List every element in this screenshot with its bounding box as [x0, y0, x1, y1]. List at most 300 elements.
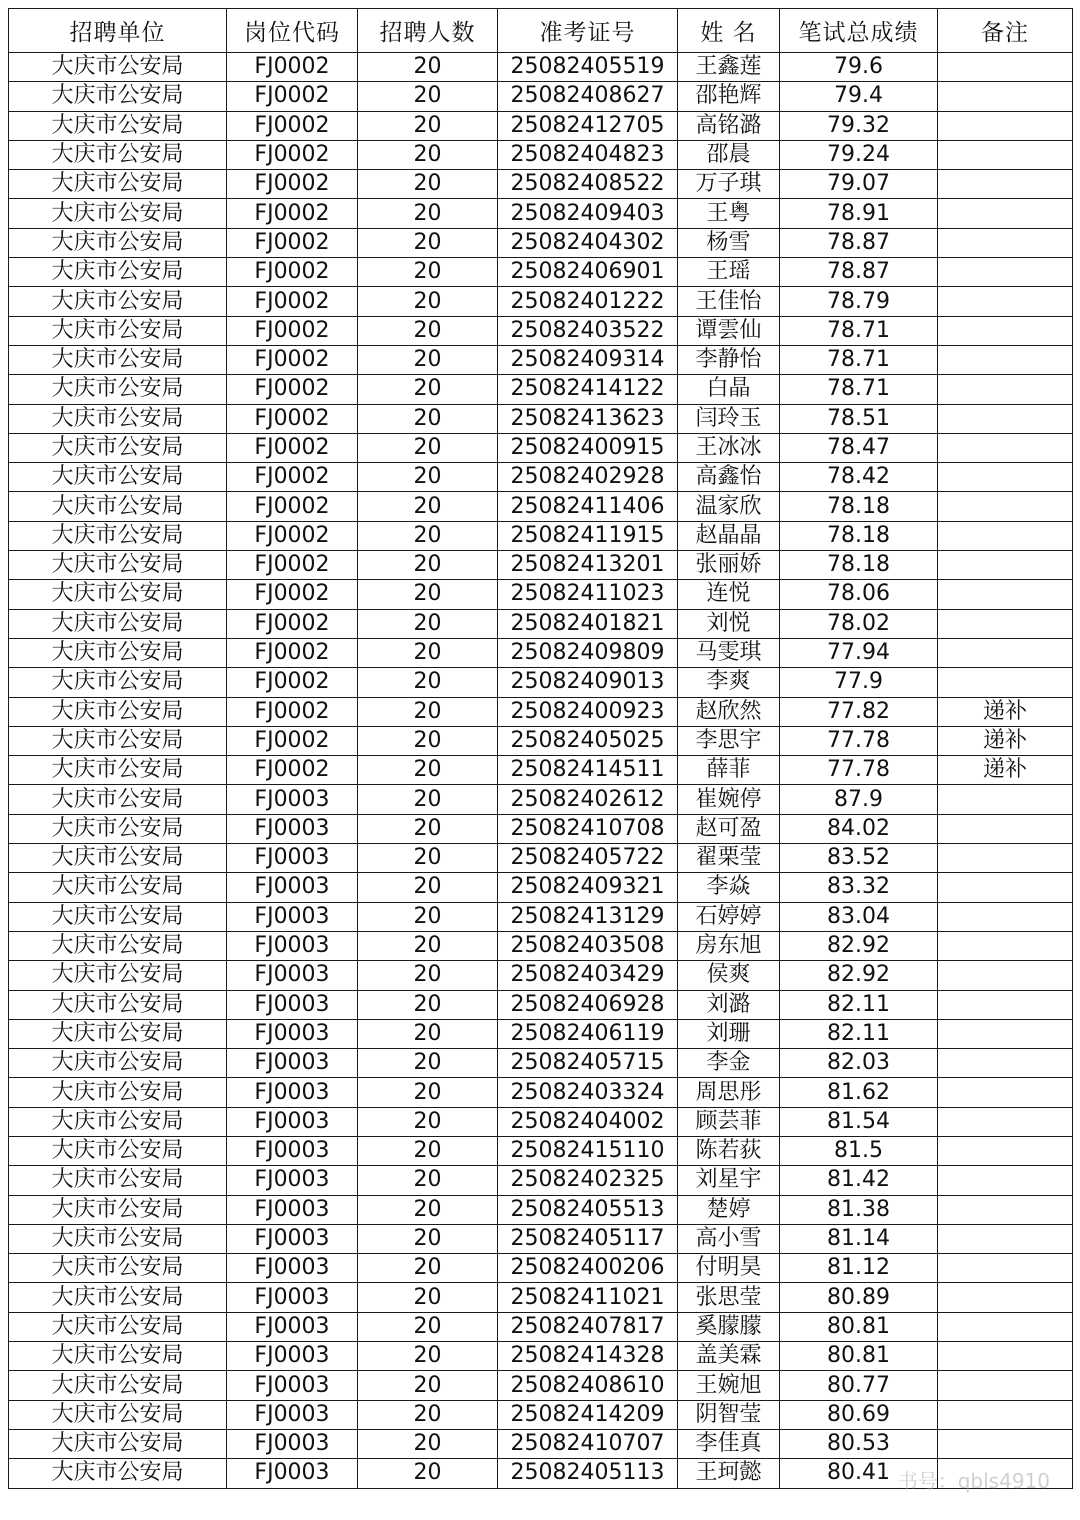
cell-ticket-number: 25082408522: [498, 170, 678, 199]
cell-written-score: 78.87: [780, 258, 938, 287]
cell-unit: 大庆市公安局: [9, 814, 227, 843]
cell-written-score: 80.41: [780, 1459, 938, 1488]
table-row: [9, 463, 1073, 492]
cell-name: 李佳真: [678, 1429, 780, 1458]
cell-position-code: FJ0002: [227, 170, 358, 199]
cell-written-score: 80.89: [780, 1283, 938, 1312]
cell-remarks: [938, 1342, 1073, 1371]
cell-ticket-number: 25082402325: [498, 1166, 678, 1195]
cell-position-code: FJ0002: [227, 404, 358, 433]
cell-name: 王粤: [678, 199, 780, 228]
cell-position-code: FJ0002: [227, 726, 358, 755]
cell-name: 刘珊: [678, 1019, 780, 1048]
table-row: [9, 902, 1073, 931]
cell-ticket-number: 25082403508: [498, 931, 678, 960]
cell-name: 张丽娇: [678, 551, 780, 580]
table-row: [9, 1224, 1073, 1253]
cell-name: 闫玲玉: [678, 404, 780, 433]
cell-remarks: [938, 375, 1073, 404]
table-row: [9, 961, 1073, 990]
cell-written-score: 81.5: [780, 1136, 938, 1165]
table-row: [9, 1107, 1073, 1136]
cell-position-code: FJ0002: [227, 638, 358, 667]
cell-hiring-count: 20: [358, 199, 498, 228]
cell-written-score: 78.91: [780, 199, 938, 228]
cell-hiring-count: 20: [358, 228, 498, 257]
cell-unit: 大庆市公安局: [9, 287, 227, 316]
cell-position-code: FJ0003: [227, 1371, 358, 1400]
cell-name: 楚婷: [678, 1195, 780, 1224]
cell-hiring-count: 20: [358, 1136, 498, 1165]
cell-remarks: [938, 1049, 1073, 1078]
cell-remarks: [938, 814, 1073, 843]
cell-position-code: FJ0002: [227, 609, 358, 638]
cell-written-score: 77.78: [780, 756, 938, 785]
cell-hiring-count: 20: [358, 521, 498, 550]
cell-unit: 大庆市公安局: [9, 580, 227, 609]
cell-remarks: [938, 111, 1073, 140]
cell-position-code: FJ0003: [227, 1429, 358, 1458]
cell-position-code: FJ0002: [227, 53, 358, 82]
cell-position-code: FJ0003: [227, 1459, 358, 1488]
cell-unit: 大庆市公安局: [9, 726, 227, 755]
cell-remarks: [938, 140, 1073, 169]
cell-written-score: 77.78: [780, 726, 938, 755]
cell-unit: 大庆市公安局: [9, 82, 227, 111]
cell-ticket-number: 25082413129: [498, 902, 678, 931]
cell-ticket-number: 25082405715: [498, 1049, 678, 1078]
cell-ticket-number: 25082405519: [498, 53, 678, 82]
cell-ticket-number: 25082409013: [498, 668, 678, 697]
cell-name: 奚朦朦: [678, 1312, 780, 1341]
cell-name: 王婉旭: [678, 1371, 780, 1400]
cell-written-score: 81.42: [780, 1166, 938, 1195]
cell-position-code: FJ0002: [227, 258, 358, 287]
cell-written-score: 81.38: [780, 1195, 938, 1224]
table-row: [9, 1166, 1073, 1195]
cell-position-code: FJ0002: [227, 697, 358, 726]
exam-results-table: [8, 8, 1073, 1489]
cell-hiring-count: 20: [358, 1019, 498, 1048]
cell-name: 万子琪: [678, 170, 780, 199]
cell-unit: 大庆市公安局: [9, 873, 227, 902]
cell-written-score: 83.32: [780, 873, 938, 902]
cell-remarks: [938, 433, 1073, 462]
cell-hiring-count: 20: [358, 1254, 498, 1283]
cell-hiring-count: 20: [358, 111, 498, 140]
header-written-score: 笔试总成绩: [780, 9, 938, 53]
cell-hiring-count: 20: [358, 345, 498, 374]
table-row: [9, 111, 1073, 140]
cell-unit: 大庆市公安局: [9, 170, 227, 199]
cell-ticket-number: 25082405025: [498, 726, 678, 755]
cell-name: 邵艳辉: [678, 82, 780, 111]
cell-written-score: 80.81: [780, 1312, 938, 1341]
cell-name: 高鑫怡: [678, 463, 780, 492]
table-row: [9, 82, 1073, 111]
cell-position-code: FJ0003: [227, 1166, 358, 1195]
cell-unit: 大庆市公安局: [9, 785, 227, 814]
cell-position-code: FJ0002: [227, 463, 358, 492]
cell-written-score: 79.07: [780, 170, 938, 199]
cell-ticket-number: 25082406928: [498, 990, 678, 1019]
cell-name: 李焱: [678, 873, 780, 902]
cell-name: 高小雪: [678, 1224, 780, 1253]
cell-ticket-number: 25082414209: [498, 1400, 678, 1429]
cell-written-score: 80.53: [780, 1429, 938, 1458]
cell-position-code: FJ0002: [227, 756, 358, 785]
cell-position-code: FJ0002: [227, 492, 358, 521]
cell-unit: 大庆市公安局: [9, 1312, 227, 1341]
cell-unit: 大庆市公安局: [9, 1283, 227, 1312]
cell-unit: 大庆市公安局: [9, 638, 227, 667]
table-row: [9, 756, 1073, 785]
cell-ticket-number: 25082411023: [498, 580, 678, 609]
cell-position-code: FJ0003: [227, 814, 358, 843]
cell-name: 马雯琪: [678, 638, 780, 667]
cell-hiring-count: 20: [358, 844, 498, 873]
cell-ticket-number: 25082400206: [498, 1254, 678, 1283]
cell-position-code: FJ0002: [227, 580, 358, 609]
cell-unit: 大庆市公安局: [9, 1429, 227, 1458]
cell-position-code: FJ0002: [227, 111, 358, 140]
cell-position-code: FJ0003: [227, 1342, 358, 1371]
cell-position-code: FJ0002: [227, 287, 358, 316]
cell-written-score: 80.69: [780, 1400, 938, 1429]
cell-unit: 大庆市公安局: [9, 697, 227, 726]
cell-remarks: [938, 668, 1073, 697]
cell-hiring-count: 20: [358, 82, 498, 111]
cell-position-code: FJ0003: [227, 1078, 358, 1107]
table-row: [9, 375, 1073, 404]
table-row: [9, 1429, 1073, 1458]
cell-name: 李爽: [678, 668, 780, 697]
cell-name: 付明昊: [678, 1254, 780, 1283]
table-row: [9, 1312, 1073, 1341]
cell-written-score: 78.18: [780, 492, 938, 521]
cell-name: 石婷婷: [678, 902, 780, 931]
cell-ticket-number: 25082409403: [498, 199, 678, 228]
cell-ticket-number: 25082401222: [498, 287, 678, 316]
cell-written-score: 79.24: [780, 140, 938, 169]
header-hiring-count: 招聘人数: [358, 9, 498, 53]
cell-unit: 大庆市公安局: [9, 990, 227, 1019]
cell-hiring-count: 20: [358, 873, 498, 902]
cell-hiring-count: 20: [358, 931, 498, 960]
cell-position-code: FJ0003: [227, 1019, 358, 1048]
cell-unit: 大庆市公安局: [9, 433, 227, 462]
table-row: [9, 199, 1073, 228]
cell-remarks: [938, 1312, 1073, 1341]
cell-name: 谭雲仙: [678, 316, 780, 345]
cell-name: 王瑶: [678, 258, 780, 287]
table-row: [9, 228, 1073, 257]
cell-unit: 大庆市公安局: [9, 463, 227, 492]
cell-name: 王佳怡: [678, 287, 780, 316]
cell-ticket-number: 25082408610: [498, 1371, 678, 1400]
cell-name: 房东旭: [678, 931, 780, 960]
cell-name: 侯爽: [678, 961, 780, 990]
cell-unit: 大庆市公安局: [9, 53, 227, 82]
cell-position-code: FJ0002: [227, 316, 358, 345]
cell-unit: 大庆市公安局: [9, 931, 227, 960]
table-row: [9, 1136, 1073, 1165]
header-remarks: 备注: [938, 9, 1073, 53]
cell-name: 周思彤: [678, 1078, 780, 1107]
table-row: [9, 345, 1073, 374]
cell-unit: 大庆市公安局: [9, 756, 227, 785]
cell-unit: 大庆市公安局: [9, 404, 227, 433]
cell-hiring-count: 20: [358, 1166, 498, 1195]
cell-hiring-count: 20: [358, 404, 498, 433]
cell-hiring-count: 20: [358, 726, 498, 755]
cell-hiring-count: 20: [358, 1429, 498, 1458]
cell-written-score: 82.11: [780, 1019, 938, 1048]
cell-remarks: [938, 1371, 1073, 1400]
header-position-code: 岗位代码: [227, 9, 358, 53]
cell-remarks: 递补: [938, 697, 1073, 726]
cell-remarks: [938, 228, 1073, 257]
cell-unit: 大庆市公安局: [9, 521, 227, 550]
cell-position-code: FJ0003: [227, 873, 358, 902]
table-body: [9, 53, 1073, 1489]
cell-remarks: [938, 931, 1073, 960]
header-row: [9, 9, 1073, 53]
cell-position-code: FJ0002: [227, 140, 358, 169]
table-row: [9, 990, 1073, 1019]
cell-remarks: [938, 990, 1073, 1019]
cell-hiring-count: 20: [358, 492, 498, 521]
cell-hiring-count: 20: [358, 1400, 498, 1429]
table-row: [9, 521, 1073, 550]
cell-position-code: FJ0003: [227, 1254, 358, 1283]
cell-position-code: FJ0003: [227, 1224, 358, 1253]
table-row: [9, 668, 1073, 697]
cell-ticket-number: 25082409809: [498, 638, 678, 667]
cell-written-score: 77.94: [780, 638, 938, 667]
cell-unit: 大庆市公安局: [9, 228, 227, 257]
cell-ticket-number: 25082411406: [498, 492, 678, 521]
cell-written-score: 78.06: [780, 580, 938, 609]
cell-ticket-number: 25082406119: [498, 1019, 678, 1048]
cell-name: 翟栗莹: [678, 844, 780, 873]
table-row: [9, 1254, 1073, 1283]
cell-remarks: [938, 521, 1073, 550]
cell-name: 王珂懿: [678, 1459, 780, 1488]
cell-unit: 大庆市公安局: [9, 844, 227, 873]
cell-remarks: [938, 463, 1073, 492]
cell-unit: 大庆市公安局: [9, 1254, 227, 1283]
table-row: [9, 287, 1073, 316]
cell-position-code: FJ0003: [227, 990, 358, 1019]
cell-ticket-number: 25082413201: [498, 551, 678, 580]
cell-remarks: 递补: [938, 756, 1073, 785]
cell-remarks: [938, 1224, 1073, 1253]
cell-remarks: [938, 551, 1073, 580]
cell-unit: 大庆市公安局: [9, 140, 227, 169]
cell-remarks: [938, 199, 1073, 228]
cell-name: 李静怡: [678, 345, 780, 374]
cell-name: 高铭潞: [678, 111, 780, 140]
cell-remarks: [938, 82, 1073, 111]
cell-hiring-count: 20: [358, 258, 498, 287]
header-unit: 招聘单位: [9, 9, 227, 53]
cell-unit: 大庆市公安局: [9, 1078, 227, 1107]
cell-written-score: 78.79: [780, 287, 938, 316]
cell-position-code: FJ0002: [227, 375, 358, 404]
cell-name: 薛菲: [678, 756, 780, 785]
cell-hiring-count: 20: [358, 170, 498, 199]
cell-hiring-count: 20: [358, 433, 498, 462]
table-row: [9, 609, 1073, 638]
table-row: [9, 814, 1073, 843]
cell-name: 刘星宇: [678, 1166, 780, 1195]
cell-written-score: 82.92: [780, 961, 938, 990]
cell-written-score: 78.47: [780, 433, 938, 462]
cell-ticket-number: 25082412705: [498, 111, 678, 140]
cell-unit: 大庆市公安局: [9, 1195, 227, 1224]
cell-ticket-number: 25082410707: [498, 1429, 678, 1458]
watermark-text: 书号：qbls4910: [897, 1469, 1050, 1493]
cell-remarks: [938, 53, 1073, 82]
cell-remarks: [938, 1459, 1073, 1488]
cell-position-code: FJ0002: [227, 521, 358, 550]
cell-name: 王冰冰: [678, 433, 780, 462]
cell-written-score: 80.81: [780, 1342, 938, 1371]
table-row: [9, 1049, 1073, 1078]
cell-ticket-number: 25082404823: [498, 140, 678, 169]
cell-ticket-number: 25082411915: [498, 521, 678, 550]
table-row: [9, 1195, 1073, 1224]
cell-name: 陈若荻: [678, 1136, 780, 1165]
cell-remarks: [938, 1166, 1073, 1195]
cell-remarks: [938, 1429, 1073, 1458]
cell-written-score: 83.04: [780, 902, 938, 931]
table-row: [9, 931, 1073, 960]
cell-ticket-number: 25082413623: [498, 404, 678, 433]
cell-hiring-count: 20: [358, 1342, 498, 1371]
cell-position-code: FJ0002: [227, 345, 358, 374]
cell-written-score: 83.52: [780, 844, 938, 873]
cell-written-score: 78.71: [780, 316, 938, 345]
cell-name: 顾芸菲: [678, 1107, 780, 1136]
table-row: [9, 170, 1073, 199]
cell-hiring-count: 20: [358, 785, 498, 814]
cell-ticket-number: 25082414511: [498, 756, 678, 785]
cell-name: 刘悦: [678, 609, 780, 638]
cell-unit: 大庆市公安局: [9, 1400, 227, 1429]
cell-written-score: 78.51: [780, 404, 938, 433]
cell-unit: 大庆市公安局: [9, 1371, 227, 1400]
table-row: [9, 1019, 1073, 1048]
cell-name: 赵欣然: [678, 697, 780, 726]
cell-written-score: 78.02: [780, 609, 938, 638]
cell-position-code: FJ0003: [227, 1312, 358, 1341]
cell-ticket-number: 25082410708: [498, 814, 678, 843]
cell-written-score: 81.62: [780, 1078, 938, 1107]
cell-ticket-number: 25082408627: [498, 82, 678, 111]
table-row: [9, 726, 1073, 755]
cell-position-code: FJ0002: [227, 551, 358, 580]
cell-remarks: [938, 1136, 1073, 1165]
cell-hiring-count: 20: [358, 1283, 498, 1312]
cell-remarks: [938, 1078, 1073, 1107]
cell-hiring-count: 20: [358, 1049, 498, 1078]
cell-position-code: FJ0002: [227, 199, 358, 228]
cell-remarks: 递补: [938, 726, 1073, 755]
cell-unit: 大庆市公安局: [9, 1107, 227, 1136]
cell-hiring-count: 20: [358, 990, 498, 1019]
cell-unit: 大庆市公安局: [9, 902, 227, 931]
cell-written-score: 87.9: [780, 785, 938, 814]
cell-hiring-count: 20: [358, 961, 498, 990]
cell-position-code: FJ0003: [227, 931, 358, 960]
cell-written-score: 82.11: [780, 990, 938, 1019]
cell-position-code: FJ0003: [227, 1107, 358, 1136]
cell-written-score: 79.32: [780, 111, 938, 140]
cell-remarks: [938, 316, 1073, 345]
cell-hiring-count: 20: [358, 580, 498, 609]
cell-remarks: [938, 1195, 1073, 1224]
cell-remarks: [938, 345, 1073, 374]
table-row: [9, 580, 1073, 609]
cell-unit: 大庆市公安局: [9, 961, 227, 990]
cell-hiring-count: 20: [358, 697, 498, 726]
cell-unit: 大庆市公安局: [9, 1019, 227, 1048]
cell-unit: 大庆市公安局: [9, 1136, 227, 1165]
cell-written-score: 77.9: [780, 668, 938, 697]
cell-remarks: [938, 844, 1073, 873]
cell-hiring-count: 20: [358, 668, 498, 697]
cell-remarks: [938, 1283, 1073, 1312]
cell-remarks: [938, 1400, 1073, 1429]
cell-ticket-number: 25082404002: [498, 1107, 678, 1136]
cell-unit: 大庆市公安局: [9, 1166, 227, 1195]
cell-hiring-count: 20: [358, 902, 498, 931]
table-row: [9, 1400, 1073, 1429]
cell-hiring-count: 20: [358, 638, 498, 667]
cell-name: 王鑫莲: [678, 53, 780, 82]
cell-hiring-count: 20: [358, 316, 498, 345]
cell-written-score: 78.42: [780, 463, 938, 492]
cell-name: 连悦: [678, 580, 780, 609]
cell-unit: 大庆市公安局: [9, 1224, 227, 1253]
cell-ticket-number: 25082403429: [498, 961, 678, 990]
table-row: [9, 492, 1073, 521]
cell-unit: 大庆市公安局: [9, 111, 227, 140]
cell-position-code: FJ0003: [227, 902, 358, 931]
cell-position-code: FJ0002: [227, 228, 358, 257]
cell-remarks: [938, 258, 1073, 287]
cell-ticket-number: 25082415110: [498, 1136, 678, 1165]
cell-ticket-number: 25082405513: [498, 1195, 678, 1224]
cell-written-score: 81.54: [780, 1107, 938, 1136]
cell-hiring-count: 20: [358, 1312, 498, 1341]
cell-hiring-count: 20: [358, 756, 498, 785]
cell-unit: 大庆市公安局: [9, 1342, 227, 1371]
cell-ticket-number: 25082403324: [498, 1078, 678, 1107]
cell-position-code: FJ0003: [227, 844, 358, 873]
cell-remarks: [938, 609, 1073, 638]
cell-hiring-count: 20: [358, 463, 498, 492]
cell-hiring-count: 20: [358, 53, 498, 82]
cell-hiring-count: 20: [358, 1195, 498, 1224]
cell-unit: 大庆市公安局: [9, 609, 227, 638]
table-row: [9, 1078, 1073, 1107]
table-row: [9, 697, 1073, 726]
cell-unit: 大庆市公安局: [9, 258, 227, 287]
table-row: [9, 404, 1073, 433]
